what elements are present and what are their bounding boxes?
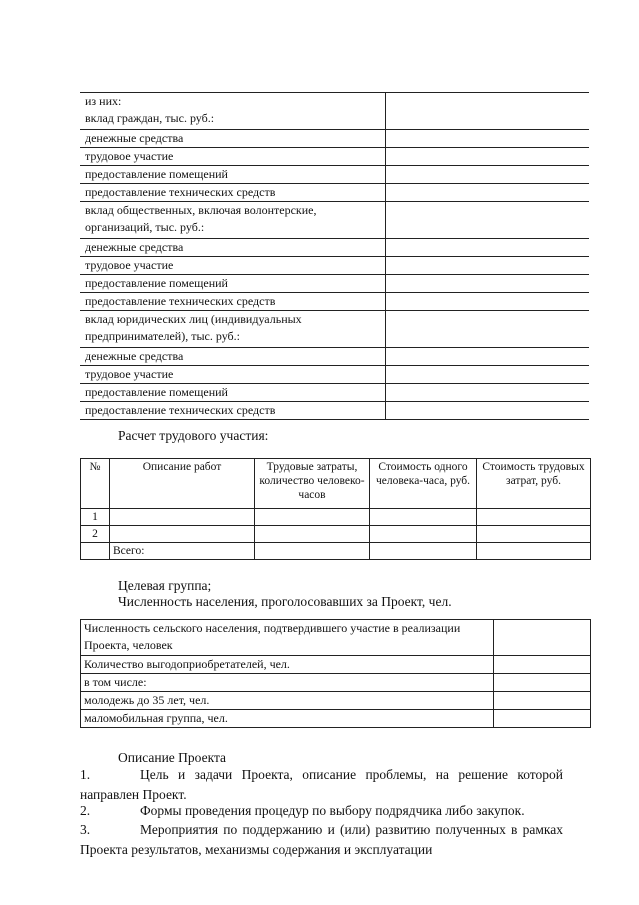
table-cell[interactable] [477, 509, 591, 526]
row-label: денежные средства [80, 130, 386, 147]
value-cell[interactable] [386, 348, 589, 365]
table-cell[interactable] [477, 526, 591, 543]
table-row [80, 257, 589, 275]
value-cell[interactable] [494, 692, 591, 710]
list-item [80, 801, 563, 821]
table-row [80, 293, 589, 311]
row-label: Количество выгодоприобретателей, чел. [81, 656, 494, 674]
table-row [81, 656, 591, 674]
value-cell[interactable] [386, 311, 589, 347]
table-row [81, 509, 591, 526]
value-cell[interactable] [494, 674, 591, 692]
labor-table [80, 458, 591, 560]
description-title: Описание Проекта [118, 750, 227, 765]
table-row [80, 311, 589, 348]
contributions-table [80, 92, 589, 420]
table-row [80, 93, 589, 130]
voters-count-line: Численность населения, проголосовавших за Проект, чел. [118, 594, 452, 609]
target-group-line: Целевая группа; [118, 578, 212, 593]
value-cell[interactable] [386, 402, 589, 419]
table-header-row [81, 459, 591, 509]
value-cell[interactable] [386, 366, 589, 383]
table-cell[interactable] [110, 526, 255, 543]
header-cell: Стоимость одного человека-часа, руб. [370, 459, 477, 509]
row-label: предоставление технических средств [80, 184, 386, 201]
row-label: трудовое участие [80, 148, 386, 165]
table-cell[interactable] [255, 526, 370, 543]
row-label: Численность сельского населения, подтвердившего участие в реализации Проекта, человек [81, 620, 494, 656]
labor-title: Расчет трудового участия: [118, 428, 269, 443]
table-row [81, 674, 591, 692]
value-cell[interactable] [386, 130, 589, 147]
row-label: предоставление помещений [80, 275, 386, 292]
row-label: маломобильная группа, чел. [81, 710, 494, 728]
value-cell[interactable] [386, 384, 589, 401]
total-label: Всего: [110, 543, 255, 560]
row-label: предоставление технических средств [80, 402, 386, 419]
table-row [80, 366, 589, 384]
list-number: 2. [80, 803, 91, 818]
value-cell[interactable] [494, 620, 591, 656]
value-cell[interactable] [386, 93, 589, 129]
list-number: 3. [80, 822, 91, 837]
list-text: Мероприятия по поддержанию и (или) развитию полученных в рамках Проекта результатов, механизмы содержания и эксплуатации [80, 822, 563, 857]
table-cell[interactable] [255, 543, 370, 560]
row-label: в том числе: [81, 674, 494, 692]
table-cell[interactable] [370, 543, 477, 560]
header-cell: Стоимость трудовых затрат, руб. [477, 459, 591, 509]
value-cell[interactable] [386, 257, 589, 274]
table-cell [81, 543, 110, 560]
table-row [81, 710, 591, 728]
table-cell[interactable] [477, 543, 591, 560]
table-row [80, 202, 589, 239]
row-label: денежные средства [80, 348, 386, 365]
row-label: вклад юридических лиц (индивидуальных предпринимателей), тыс. руб.: [80, 311, 386, 347]
table-row [80, 402, 589, 420]
value-cell[interactable] [386, 239, 589, 256]
value-cell[interactable] [386, 202, 589, 238]
table-row [80, 239, 589, 257]
row-label: трудовое участие [80, 257, 386, 274]
header-cell: № [81, 459, 110, 509]
value-cell[interactable] [494, 656, 591, 674]
value-cell[interactable] [386, 293, 589, 310]
table-row [81, 620, 591, 656]
table-row [80, 275, 589, 293]
value-cell[interactable] [386, 166, 589, 183]
table-cell[interactable] [370, 509, 477, 526]
value-cell[interactable] [494, 710, 591, 728]
target-table [80, 619, 591, 728]
list-text: Формы проведения процедур по выбору подрядчика либо закупок. [140, 803, 525, 818]
row-label: предоставление технических средств [80, 293, 386, 310]
list-number: 1. [80, 767, 91, 782]
row-label: молодежь до 35 лет, чел. [81, 692, 494, 710]
header-cell: Описание работ [110, 459, 255, 509]
row-label: вклад общественных, включая волонтерские, организаций, тыс. руб.: [80, 202, 386, 238]
value-cell[interactable] [386, 148, 589, 165]
list-item [80, 820, 563, 860]
table-row [80, 148, 589, 166]
table-row [81, 692, 591, 710]
row-label: предоставление помещений [80, 384, 386, 401]
list-item [80, 765, 563, 805]
table-row [80, 166, 589, 184]
table-row [80, 184, 589, 202]
table-row [80, 384, 589, 402]
list-text: Цель и задачи Проекта, описание проблемы, на решение которой направлен Проект. [80, 767, 563, 802]
row-label: денежные средства [80, 239, 386, 256]
table-row [80, 130, 589, 148]
table-row [81, 543, 591, 560]
value-cell[interactable] [386, 275, 589, 292]
row-label: трудовое участие [80, 366, 386, 383]
header-cell: Трудовые затраты, количество человеко-часов [255, 459, 370, 509]
row-number: 1 [81, 509, 110, 526]
row-label: предоставление помещений [80, 166, 386, 183]
value-cell[interactable] [386, 184, 589, 201]
table-cell[interactable] [255, 509, 370, 526]
table-cell[interactable] [370, 526, 477, 543]
table-cell[interactable] [110, 509, 255, 526]
row-number: 2 [81, 526, 110, 543]
table-row [81, 526, 591, 543]
table-row [80, 348, 589, 366]
row-label: из них: вклад граждан, тыс. руб.: [80, 93, 386, 129]
